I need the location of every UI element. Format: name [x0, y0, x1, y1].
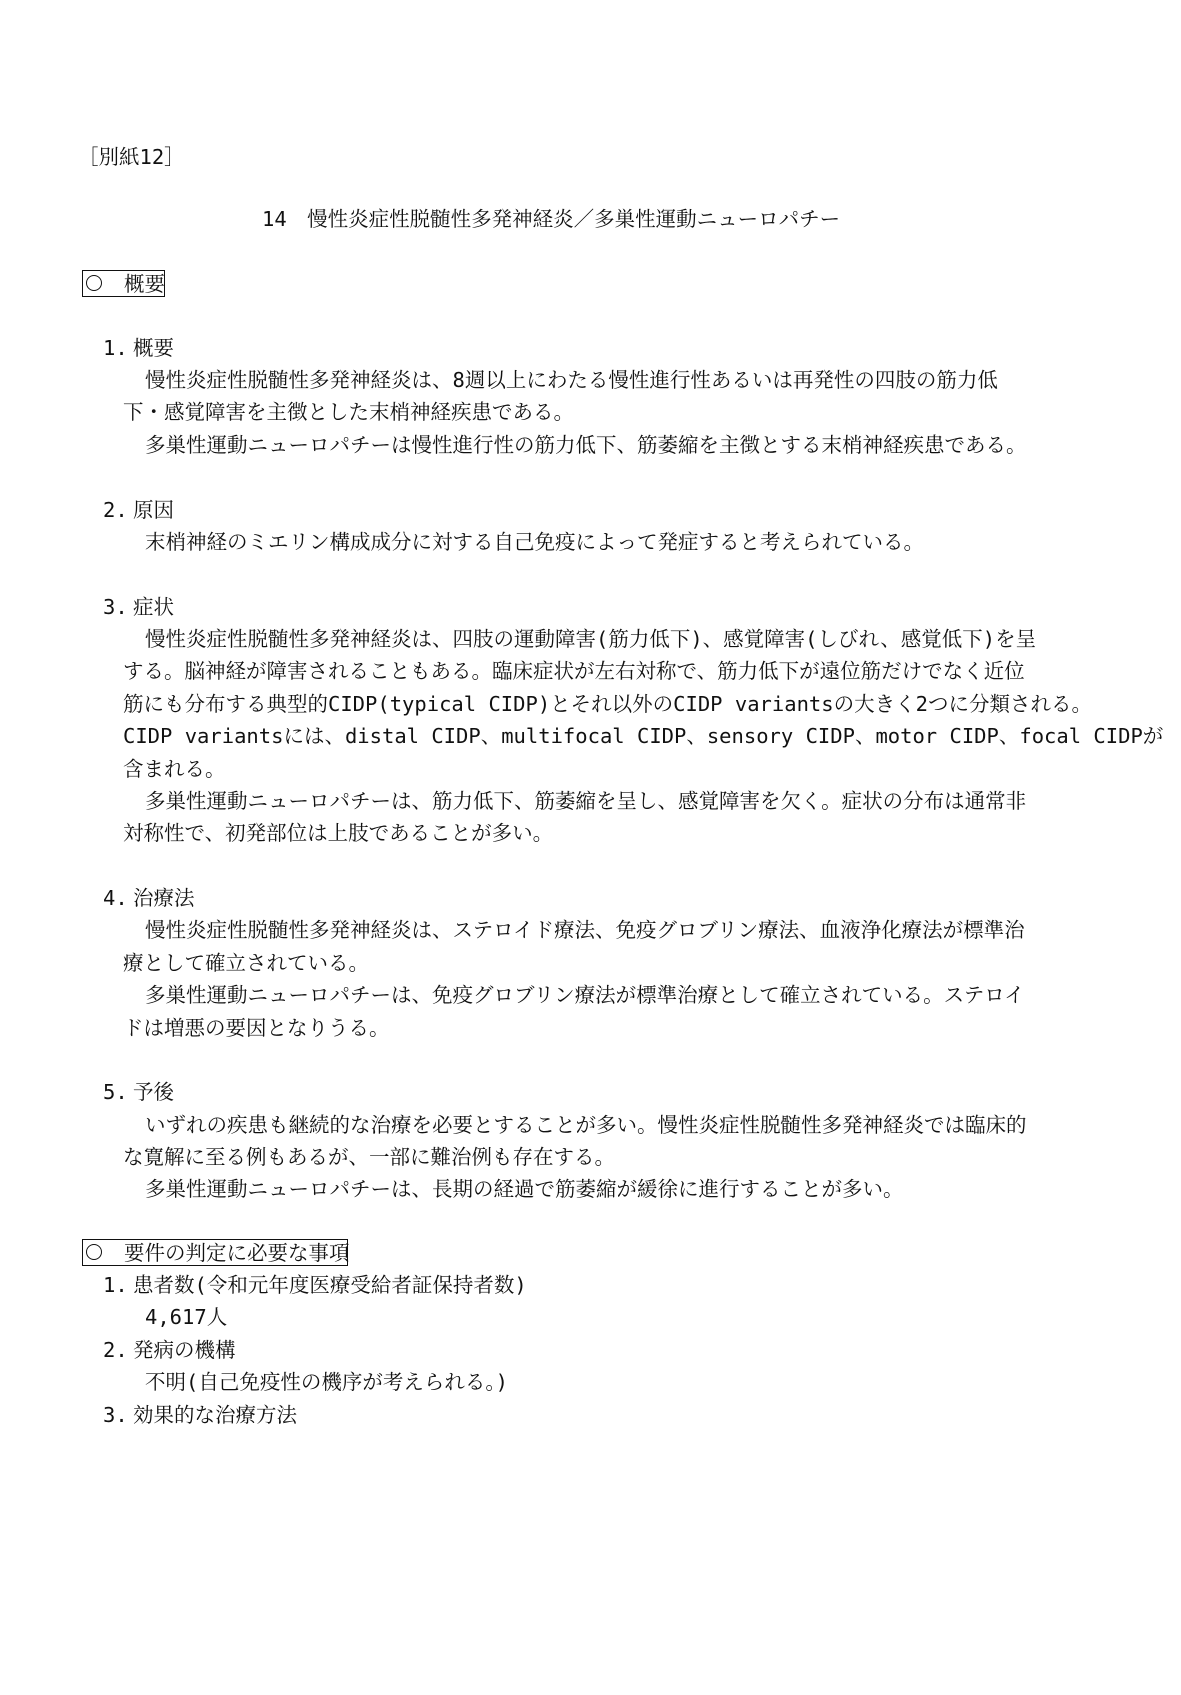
section-number: 2. [103, 1338, 128, 1362]
attachment-label: ［別紙12］ [78, 145, 185, 169]
paragraph-line: ドは増悪の要因となりうる。 [123, 1016, 390, 1040]
section-number: 3. [103, 1403, 128, 1427]
section-title: 原因 [133, 498, 174, 522]
paragraph-line: 末梢神経のミエリン構成成分に対する自己免疫によって発症すると考えられている。 [145, 530, 924, 554]
paragraph-line: 下・感覚障害を主徴とした末梢神経疾患である。 [123, 400, 574, 424]
section-title: 患者数(令和元年度医療受給者証保持者数) [133, 1273, 527, 1297]
requirements-heading: 要件の判定に必要な事項 [124, 1241, 350, 1265]
section-title: 効果的な治療方法 [133, 1403, 297, 1427]
paragraph-line: 慢性炎症性脱髄性多発神経炎は、ステロイド療法、免疫グロブリン療法、血液浄化療法が標準治 [145, 918, 1025, 942]
circle-icon [86, 1244, 102, 1260]
paragraph-line: 慢性炎症性脱髄性多発神経炎は、8週以上にわたる慢性進行性あるいは再発性の四肢の筋力低 [145, 368, 998, 392]
section-value: 不明(自己免疫性の機序が考えられる。) [145, 1370, 508, 1394]
paragraph-line: 療として確立されている。 [123, 951, 369, 975]
paragraph-line: 対称性で、初発部位は上肢であることが多い。 [123, 821, 554, 845]
section-title: 治療法 [133, 886, 195, 910]
paragraph-line: 多巣性運動ニューロパチーは、免疫グロブリン療法が標準治療として確立されている。ステロイ [145, 983, 1025, 1007]
section-number: 4. [103, 886, 128, 910]
paragraph-line: な寛解に至る例もあるが、一部に難治例も存在する。 [123, 1145, 615, 1169]
section-value: 4,617人 [145, 1305, 228, 1329]
paragraph-line: 筋にも分布する典型的CIDP(typical CIDP)とそれ以外のCIDP variantsの大きく2つに分類される。 [123, 692, 1092, 716]
overview-heading: 概要 [124, 272, 165, 296]
section-number: 2. [103, 498, 128, 522]
section-title: 予後 [133, 1080, 174, 1104]
paragraph-line: 多巣性運動ニューロパチーは、筋力低下、筋萎縮を呈し、感覚障害を欠く。症状の分布は通常非 [145, 789, 1027, 813]
section-number: 1. [103, 336, 128, 360]
page-title: 14 慢性炎症性脱髄性多発神経炎／多巣性運動ニューロパチー [262, 207, 841, 231]
paragraph-line: 多巣性運動ニューロパチーは、長期の経過で筋萎縮が緩徐に進行することが多い。 [145, 1177, 904, 1201]
paragraph-line: CIDP variantsには、distal CIDP、multifocal CIDP、sensory CIDP、motor CIDP、focal CIDPが [123, 724, 1164, 748]
paragraph-line: 含まれる。 [123, 757, 226, 781]
section-title: 発病の機構 [133, 1338, 236, 1362]
section-number: 5. [103, 1080, 128, 1104]
section-number: 3. [103, 595, 128, 619]
section-title: 症状 [133, 595, 174, 619]
paragraph-line: する。脳神経が障害されることもある。臨床症状が左右対称で、筋力低下が遠位筋だけでなく近位 [123, 659, 1025, 683]
paragraph-line: いずれの疾患も継続的な治療を必要とすることが多い。慢性炎症性脱髄性多発神経炎では臨床的 [145, 1113, 1027, 1137]
section-number: 1. [103, 1273, 128, 1297]
paragraph-line: 慢性炎症性脱髄性多発神経炎は、四肢の運動障害(筋力低下)、感覚障害(しびれ、感覚低下)を呈 [145, 627, 1037, 651]
paragraph-line: 多巣性運動ニューロパチーは慢性進行性の筋力低下、筋萎縮を主徴とする末梢神経疾患である。 [145, 433, 1027, 457]
circle-icon [86, 275, 102, 291]
section-title: 概要 [133, 336, 174, 360]
